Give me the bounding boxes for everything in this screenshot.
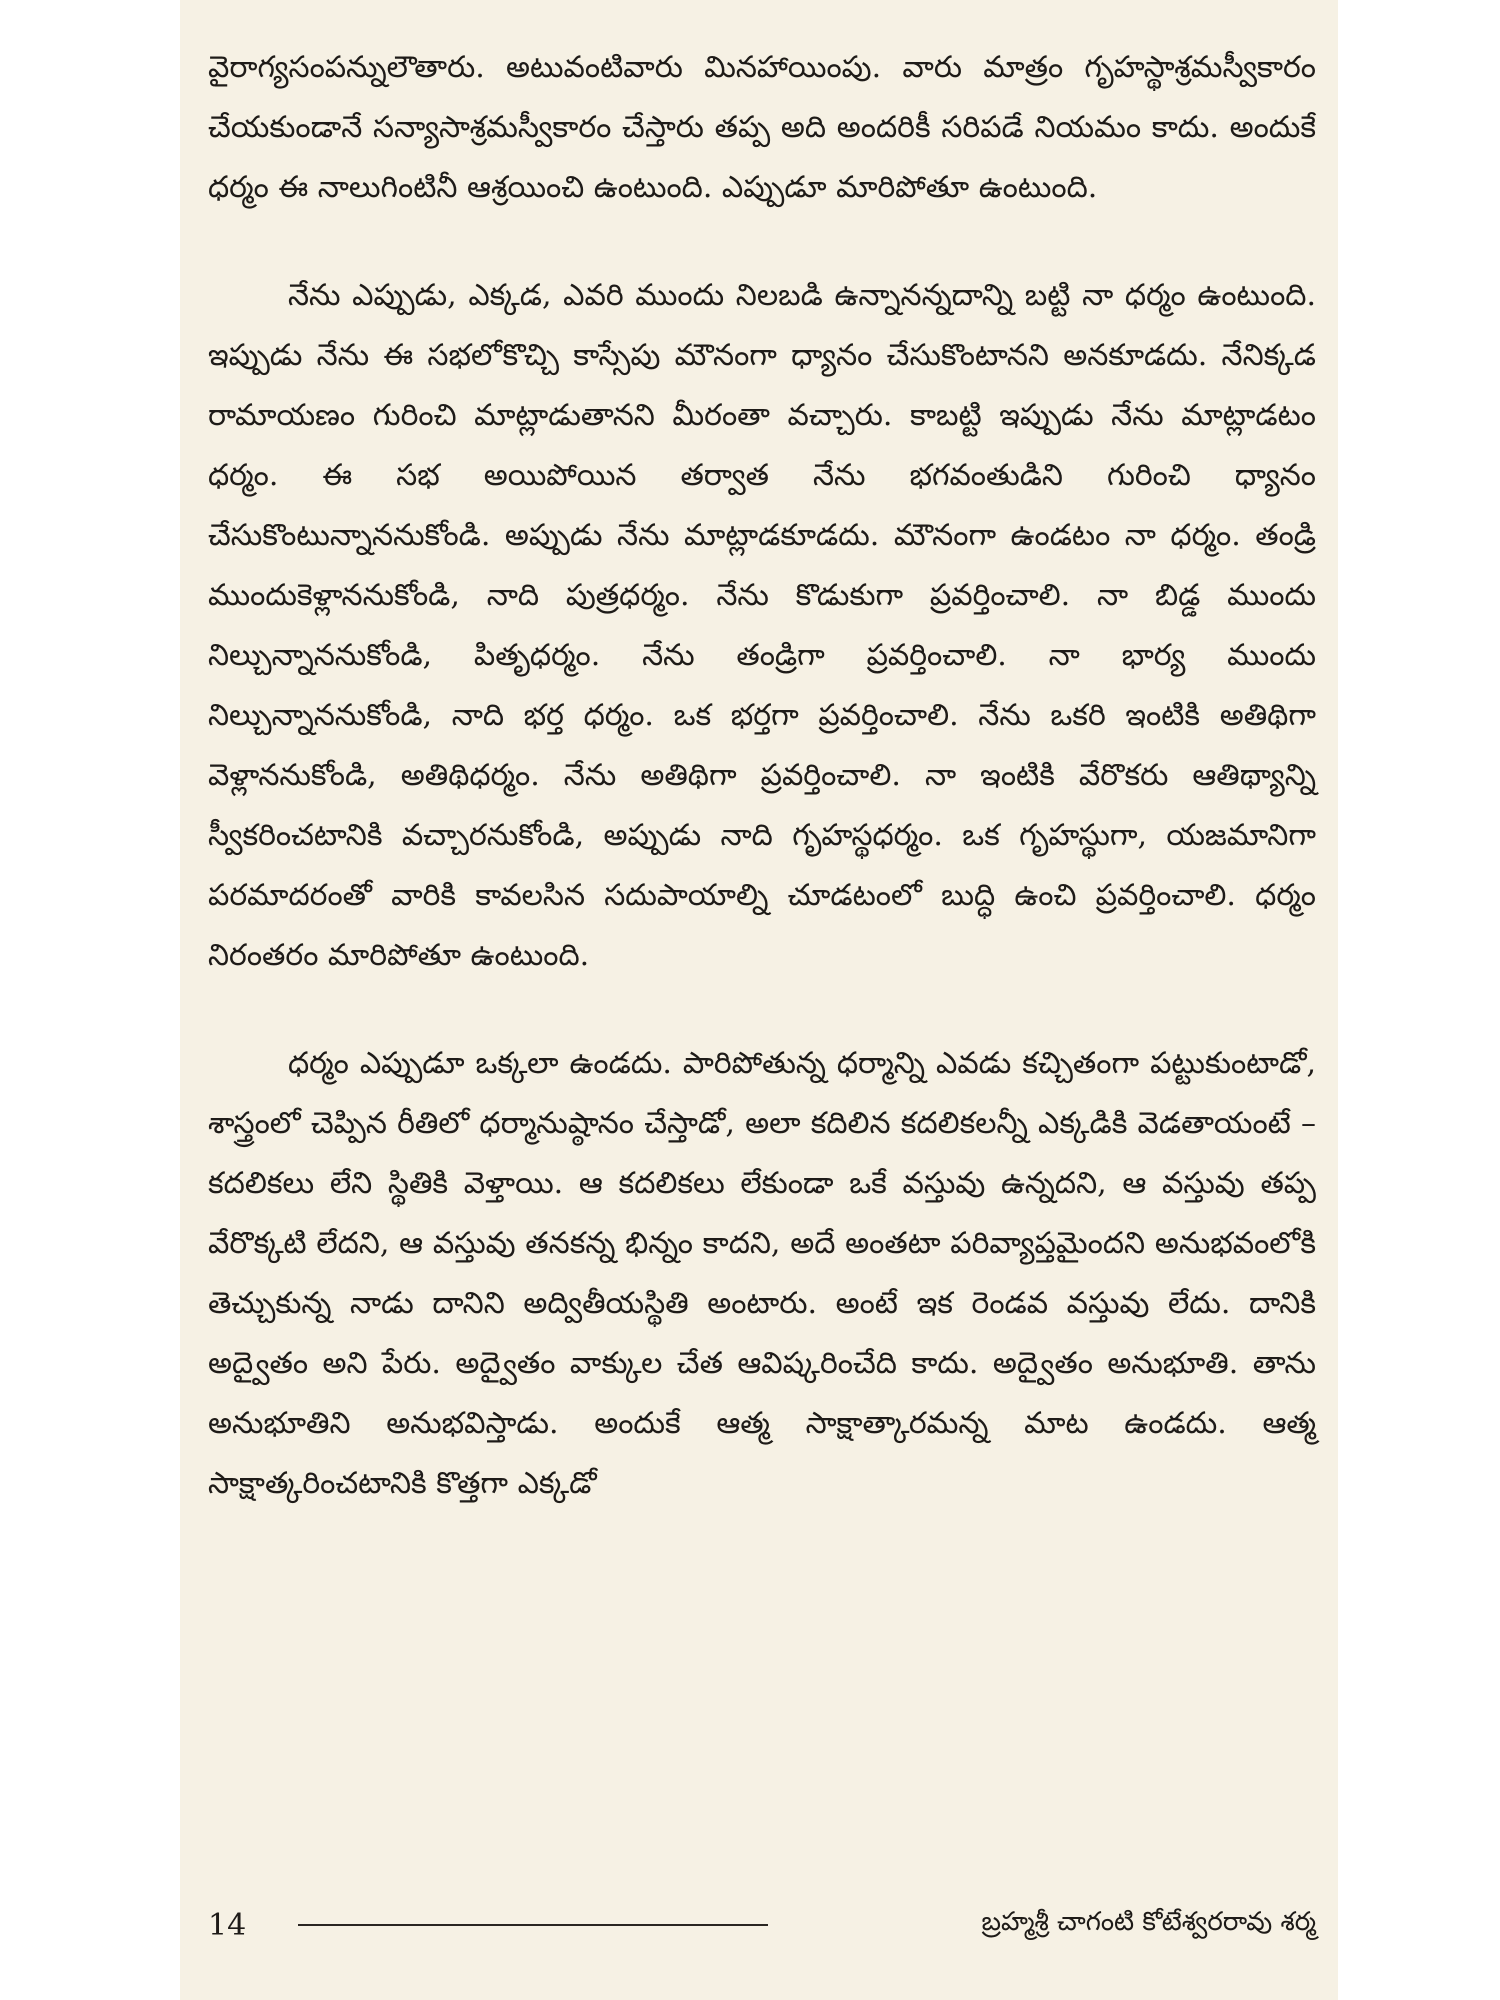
footer-author: బ్రహ్మశ్రీ చాగంటి కోటేశ్వరరావు శర్మ — [981, 1907, 1316, 1937]
body-text — [208, 38, 1316, 1514]
book-page — [180, 0, 1338, 2000]
paragraph-2: నేను ఎప్పుడు, ఎక్కడ, ఎవరి ముందు నిలబడి ఉన్నానన్నదాన్ని బట్టి నా ధర్మం ఉంటుంది. ఇప్పుడు నేను ఈ సభలోకొచ్చి కాస్సేపు మౌనంగా ధ్యానం చేసుకొంటానని అనకూడదు. నేనిక్కడ రామాయణం గురించి మాట్లాడుతానని మీరంతా వచ్చారు. కాబట్టి ఇప్పుడు నేను మాట్లాడటం ధర్మం. ఈ సభ అయిపోయిన తర్వాత నేను భగవంతుడిని గురించి ధ్యానం చేసుకొంటున్నాననుకోండి. అప్పుడు నేను మాట్లాడకూడదు. మౌనంగా ఉండటం నా ధర్మం. తండ్రి ముందుకెళ్లాననుకోండి, నాది పుత్రధర్మం. నేను కొడుకుగా ప్రవర్తించాలి. నా బిడ్డ ముందు నిల్చున్నాననుకోండి, పితృధర్మం. నేను తండ్రిగా ప్రవర్తించాలి. నా భార్య ముందు నిల్చున్నాననుకోండి, నాది భర్త ధర్మం. ఒక భర్తగా ప్రవర్తించాలి. నేను ఒకరి ఇంటికి అతిథిగా వెళ్లాననుకోండి, అతిథిధర్మం. నేను అతిథిగా ప్రవర్తించాలి. నా ఇంటికి వేరొకరు ఆతిథ్యాన్ని స్వీకరించటానికి వచ్చారనుకోండి, అప్పుడు నాది గృహస్థధర్మం. ఒక గృహస్థుగా, యజమానిగా పరమాదరంతో వారికి కావలసిన సదుపాయాల్ని చూడటంలో బుద్ధి ఉంచి ప్రవర్తించాలి. ధర్మం నిరంతరం మారిపోతూ ఉంటుంది. — [208, 278, 1316, 973]
paragraph-3: ధర్మం ఎప్పుడూ ఒక్కలా ఉండదు. పారిపోతున్న ధర్మాన్ని ఎవడు కచ్చితంగా పట్టుకుంటాడో, శాస్త్రంలో చెప్పిన రీతిలో ధర్మానుష్ఠానం చేస్తాడో, అలా కదిలిన కదలికలన్నీ ఎక్కడికి వెడతాయంటే – కదలికలు లేని స్థితికి వెళ్తాయి. ఆ కదలికలు లేకుండా ఒకే వస్తువు ఉన్నదని, ఆ వస్తువు తప్ప వేరొక్కటి లేదని, ఆ వస్తువు తనకన్న భిన్నం కాదని, అదే అంతటా పరివ్యాప్తమైందని అనుభవంలోకి తెచ్చుకున్న నాడు దానిని అద్వితీయస్థితి అంటారు. అంటే ఇక రెండవ వస్తువు లేదు. దానికి అద్వైతం అని పేరు. అద్వైతం వాక్కుల చేత ఆవిష్కరించేది కాదు. అద్వైతం అనుభూతి. తాను అనుభూతిని అనుభవిస్తాడు. అందుకే ఆత్మ సాక్షాత్కారమన్న మాట ఉండదు. ఆత్మ సాక్షాత్కరించటానికి కొత్తగా ఎక్కడో — [208, 1046, 1316, 1501]
footer-rule — [298, 1924, 768, 1926]
paragraph-1: వైరాగ్యసంపన్నులౌతారు. అటువంటివారు మినహాయింపు. వారు మాత్రం గృహస్థాశ్రమస్వీకారం చేయకుండానే సన్యాసాశ్రమస్వీకారం చేస్తారు తప్ప అది అందరికీ సరిపడే నియమం కాదు. అందుకే ధర్మం ఈ నాలుగింటినీ ఆశ్రయించి ఉంటుంది. ఎప్పుడూ మారిపోతూ ఉంటుంది. — [208, 50, 1316, 205]
page-number: 14 — [208, 1907, 247, 1943]
page-footer — [208, 1900, 1316, 1950]
